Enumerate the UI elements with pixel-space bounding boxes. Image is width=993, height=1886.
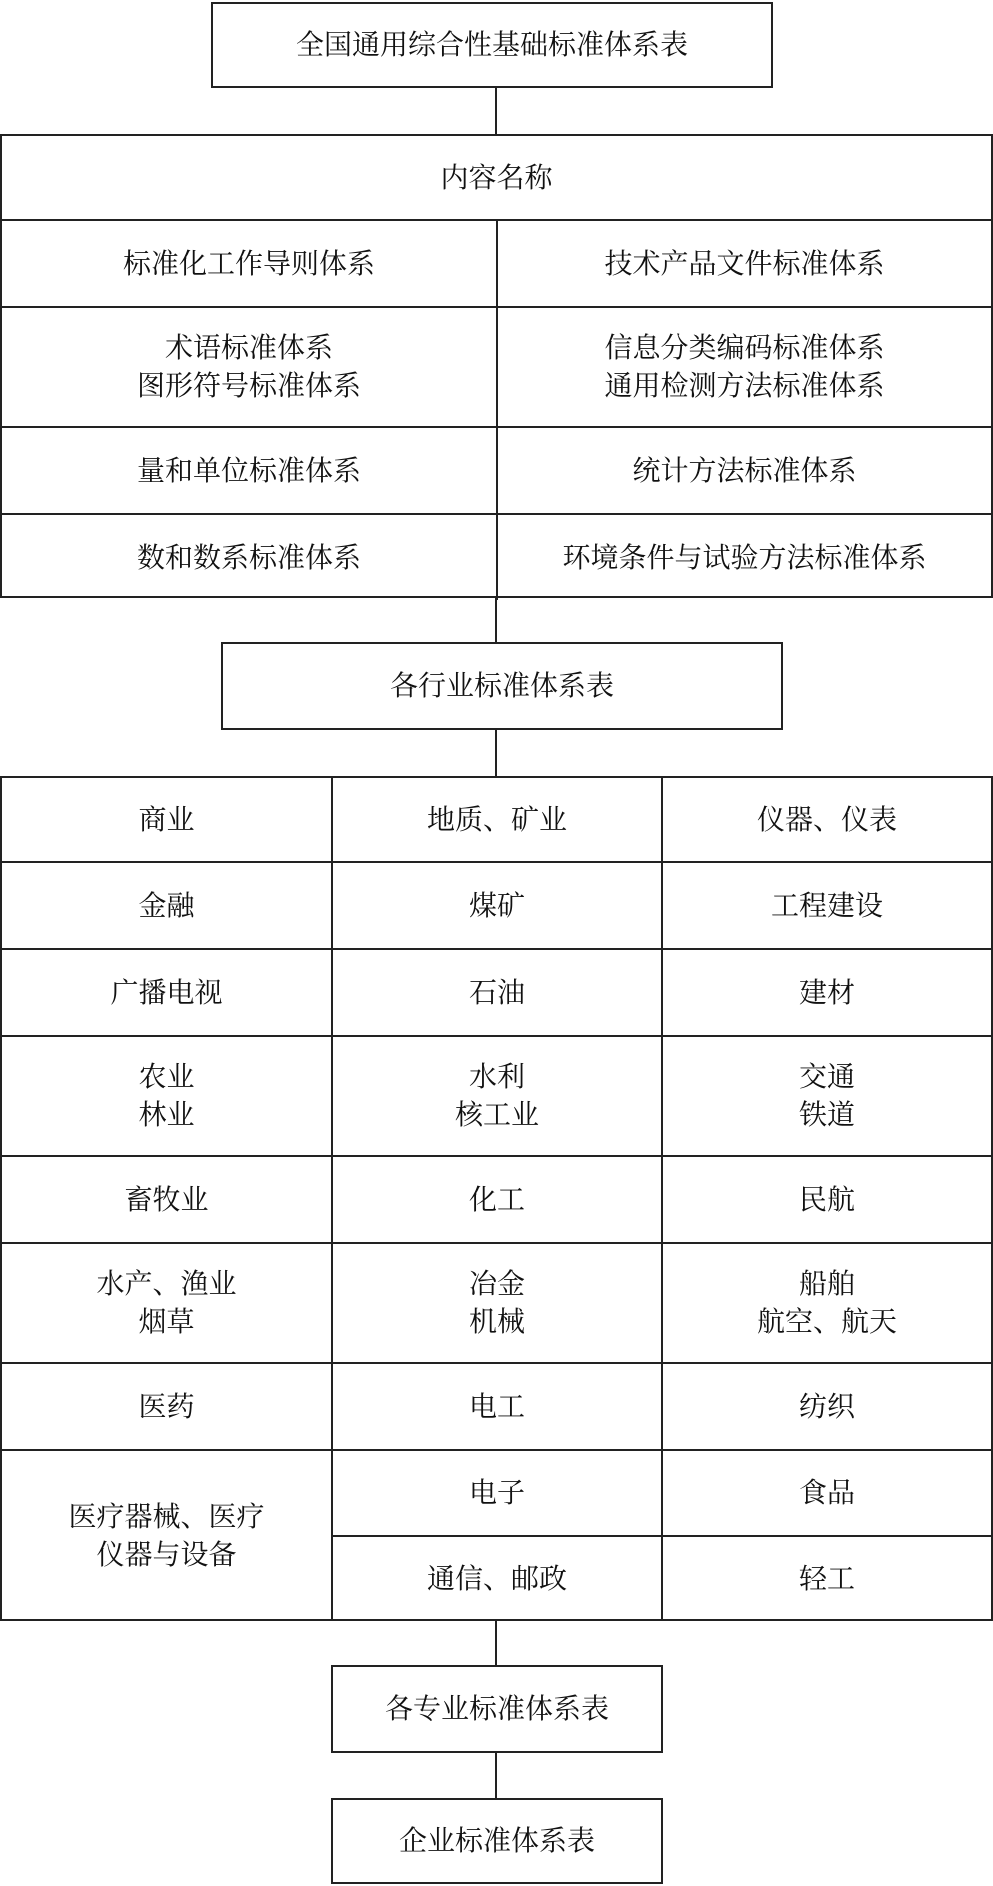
enterprise-title: 企业标准体系表: [398, 1824, 595, 1857]
cell-text: 电工: [468, 1389, 525, 1423]
industry-cell: [2, 1244, 331, 1362]
industry-cell: [663, 863, 991, 948]
industry-cell: [333, 863, 661, 948]
connector-industry-title-to-table: [495, 730, 497, 778]
cell-text: 标准化工作导则体系: [122, 246, 375, 280]
cell-text: 医疗器械、医疗: [68, 1500, 265, 1533]
specialty-title: 各专业标准体系表: [384, 1692, 609, 1725]
industry-title-box: [221, 642, 783, 730]
industry-cell-merged: [2, 1451, 331, 1621]
cell-text: 冶金: [468, 1267, 525, 1300]
general-cell: [498, 308, 991, 426]
general-cell: [2, 221, 496, 306]
cell-text: 量和单位标准体系: [136, 453, 361, 487]
cell-text: 环境条件与试验方法标准体系: [562, 540, 927, 574]
cell-text: 统计方法标准体系: [632, 453, 857, 487]
industry-cell: [663, 1037, 991, 1155]
industry-cell: [663, 1451, 991, 1535]
grid-divider: [661, 778, 663, 1621]
cell-text: 纺织: [798, 1389, 855, 1423]
grid-divider: [331, 778, 333, 1621]
cell-text: 数和数系标准体系: [136, 540, 361, 574]
cell-text: 信息分类编码标准体系: [604, 331, 885, 364]
industry-cell: [333, 950, 661, 1035]
cell-text: 通信、邮政: [426, 1562, 567, 1595]
cell-text: 地质、矿业: [426, 802, 567, 836]
cell-text: 电子: [468, 1476, 525, 1509]
cell-text: 水利: [468, 1060, 525, 1093]
general-cell: [498, 221, 991, 306]
general-cell: [2, 308, 496, 426]
cell-text: 食品: [798, 1476, 855, 1509]
industry-cell: [2, 950, 331, 1035]
industry-cell: [333, 1364, 661, 1449]
cell-text: 核工业: [454, 1098, 539, 1131]
grid-divider: [496, 221, 498, 600]
top-title-box: [211, 2, 773, 88]
cell-text: 煤矿: [468, 888, 525, 922]
connector-industry-to-specialty: [495, 1619, 497, 1667]
cell-text: 烟草: [138, 1305, 195, 1338]
cell-text: 林业: [138, 1098, 195, 1131]
general-header: [2, 136, 991, 219]
cell-text: 石油: [468, 975, 525, 1009]
cell-text: 工程建设: [770, 888, 883, 922]
industry-cell: [663, 778, 991, 861]
industry-cell: [663, 1244, 991, 1362]
industry-cell: [2, 1364, 331, 1449]
general-cell: [2, 428, 496, 513]
general-standards-table: [0, 134, 993, 598]
cell-text: 交通: [798, 1060, 855, 1093]
industry-cell: [333, 1037, 661, 1155]
connector-specialty-to-enterprise: [495, 1752, 497, 1800]
enterprise-title-box: [331, 1798, 663, 1884]
connector-top: [495, 86, 497, 136]
general-header-text: 内容名称: [440, 160, 553, 194]
industry-standards-table: [0, 776, 993, 1621]
industry-cell: [663, 1364, 991, 1449]
cell-text: 航空、航天: [756, 1305, 897, 1338]
top-title: 全国通用综合性基础标准体系表: [295, 28, 688, 61]
connector-general-to-industry: [495, 596, 497, 644]
cell-text: 畜牧业: [124, 1182, 209, 1216]
cell-text: 技术产品文件标准体系: [604, 246, 885, 280]
general-cell: [498, 515, 991, 600]
industry-cell: [333, 1451, 661, 1535]
cell-text: 铁道: [798, 1098, 855, 1131]
industry-cell: [2, 1157, 331, 1242]
cell-text: 船舶: [798, 1267, 855, 1300]
specialty-title-box: [331, 1665, 663, 1753]
industry-cell: [333, 1244, 661, 1362]
cell-text: 机械: [468, 1305, 525, 1338]
cell-text: 医药: [138, 1389, 195, 1423]
cell-text: 通用检测方法标准体系: [604, 369, 885, 402]
cell-text: 水产、渔业: [96, 1267, 237, 1300]
cell-text: 民航: [798, 1182, 855, 1216]
industry-cell: [663, 1537, 991, 1621]
industry-cell: [2, 863, 331, 948]
cell-text: 建材: [798, 975, 855, 1009]
industry-cell: [2, 778, 331, 861]
cell-text: 广播电视: [110, 975, 223, 1009]
cell-text: 农业: [138, 1060, 195, 1093]
general-cell: [2, 515, 496, 600]
cell-text: 商业: [138, 802, 195, 836]
cell-text: 化工: [468, 1182, 525, 1216]
industry-cell: [663, 950, 991, 1035]
industry-cell: [663, 1157, 991, 1242]
general-cell: [498, 428, 991, 513]
cell-text: 术语标准体系: [164, 331, 333, 364]
industry-title: 各行业标准体系表: [389, 669, 614, 702]
cell-text: 金融: [138, 888, 195, 922]
industry-cell: [333, 1537, 661, 1621]
industry-cell: [333, 778, 661, 861]
industry-cell: [333, 1157, 661, 1242]
cell-text: 图形符号标准体系: [136, 369, 361, 402]
industry-cell: [2, 1037, 331, 1155]
cell-text: 仪器、仪表: [756, 802, 897, 836]
cell-text: 轻工: [798, 1562, 855, 1595]
cell-text: 仪器与设备: [96, 1538, 237, 1571]
